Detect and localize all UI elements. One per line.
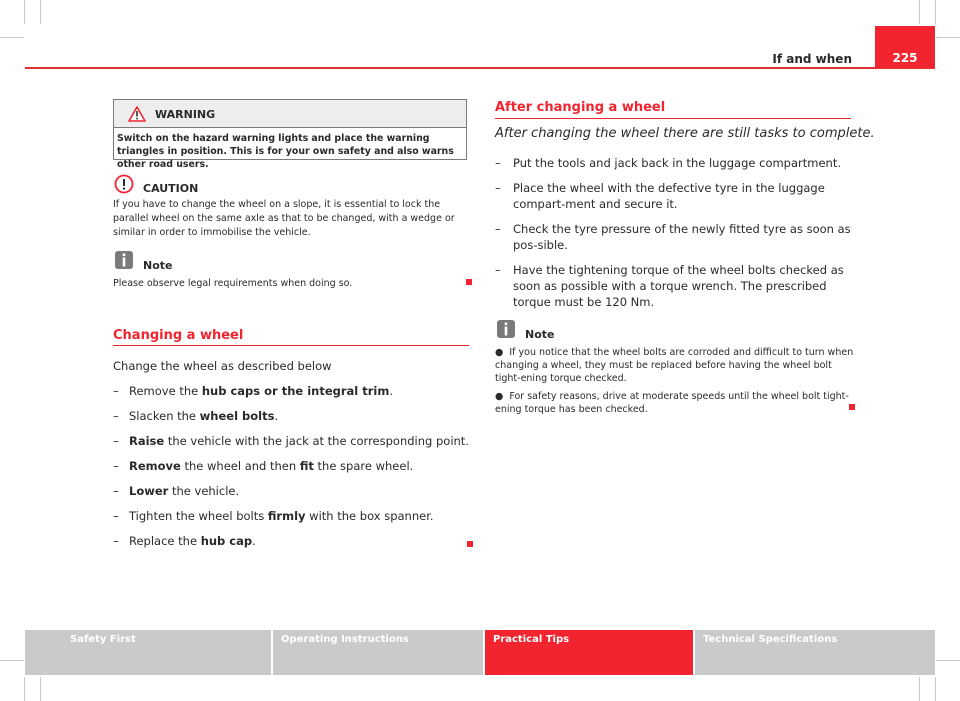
- list-item: [495, 390, 855, 416]
- note-bullet-text: For safety reasons, drive at moderate speeds until the wheel bolt tight-ening torque has been checked.: [495, 391, 849, 415]
- footer-tab-label: Operating Instructions: [281, 634, 409, 645]
- note-icon: [496, 319, 516, 339]
- section-rule: [495, 118, 851, 119]
- after-intro: After changing the wheel there are still tasks to complete.: [495, 126, 875, 141]
- step-text: Slacken the: [129, 409, 200, 423]
- dash-bullet: –: [113, 384, 119, 398]
- step-text: .: [252, 534, 256, 548]
- crop-mark: [919, 677, 920, 701]
- changing-intro: Change the wheel as described below: [113, 359, 332, 373]
- after-step-text: Put the tools and jack back in the luggage compartment.: [513, 156, 841, 170]
- page-number-tab: [875, 26, 935, 68]
- note-title: Note: [143, 259, 173, 272]
- step-emphasis: Lower: [129, 484, 169, 498]
- crop-mark: [936, 660, 960, 661]
- footer-tab-safety-first[interactable]: [25, 630, 271, 675]
- note-icon: [114, 250, 134, 270]
- step-emphasis: firmly: [267, 509, 306, 523]
- note-text: Please observe legal requirements when doing so.: [113, 278, 353, 289]
- crop-mark: [0, 660, 24, 661]
- section-end-mark: [466, 279, 472, 285]
- step-text: Tighten the wheel bolts: [129, 509, 268, 523]
- crop-mark: [24, 0, 25, 24]
- step-emphasis: fit: [299, 459, 314, 473]
- page-number: 225: [892, 51, 918, 65]
- crop-mark: [935, 0, 936, 24]
- step-text: the spare wheel.: [313, 459, 414, 473]
- caution-title: CAUTION: [143, 182, 199, 195]
- step-text: .: [389, 384, 393, 398]
- after-step-text: Place the wheel with the defective tyre in the luggage compart-ment and secure it.: [513, 181, 825, 211]
- list-item: [113, 509, 434, 524]
- after-step-text: Check the tyre pressure of the newly fitted tyre as soon as pos-sible.: [513, 222, 851, 252]
- footer-tab-label: Practical Tips: [493, 634, 570, 645]
- list-item: [113, 409, 278, 424]
- running-header-title: If and when: [772, 52, 852, 66]
- section-end-mark: [849, 404, 855, 410]
- dash-bullet: –: [495, 263, 501, 277]
- warning-box: [113, 99, 467, 170]
- list-item: [495, 262, 855, 310]
- list-item: [495, 155, 855, 171]
- list-item: [113, 434, 469, 449]
- list-item: [495, 221, 855, 253]
- step-text: the vehicle with the jack at the corresponding point.: [164, 434, 469, 448]
- step-text: Replace the: [129, 534, 201, 548]
- dash-bullet: –: [113, 409, 119, 423]
- dash-bullet: –: [113, 434, 119, 448]
- section-heading-changing-wheel: Changing a wheel: [113, 328, 244, 343]
- caution-text: If you have to change the wheel on a slope, it is essential to lock the parallel wheel on the same axle as that to be changed, with a wedge or similar in order to immobilise the vehicle.: [113, 199, 455, 238]
- dash-bullet: –: [495, 222, 501, 236]
- header-rule: [25, 67, 935, 69]
- step-emphasis: wheel bolts: [199, 409, 275, 423]
- crop-mark: [936, 37, 960, 38]
- footer-tab-label: Safety First: [70, 634, 136, 645]
- after-step-text: Have the tightening torque of the wheel bolts checked as soon as possible with a torque wrench. The prescribed torque must be 120 Nm.: [513, 263, 844, 309]
- crop-mark: [935, 677, 936, 701]
- list-item: [113, 459, 413, 474]
- list-item: [113, 484, 239, 499]
- warning-text: Switch on the hazard warning lights and place the warning triangles in position. This is for your own safety and also warns other road users.: [117, 133, 454, 170]
- crop-mark: [919, 0, 920, 24]
- footer-tab-practical-tips[interactable]: [485, 630, 693, 675]
- dash-bullet: –: [495, 181, 501, 195]
- note-bullet-text: If you notice that the wheel bolts are corroded and difficult to turn when changing a wheel, they must be replaced before having the wheel bolt tight-ening torque checked.: [495, 347, 854, 384]
- list-item: [113, 384, 393, 399]
- warning-triangle-icon: [128, 106, 146, 122]
- list-item: [113, 534, 256, 549]
- list-item: [495, 346, 855, 385]
- crop-mark: [40, 0, 41, 24]
- crop-mark: [24, 677, 25, 701]
- dash-bullet: –: [495, 156, 501, 170]
- bullet-dot: ●: [495, 391, 510, 402]
- dash-bullet: –: [113, 484, 119, 498]
- footer-tab-technical-specifications[interactable]: [695, 630, 935, 675]
- crop-mark: [40, 677, 41, 701]
- step-text: with the box spanner.: [305, 509, 434, 523]
- changing-steps-list: [113, 384, 473, 554]
- section-rule: [113, 345, 469, 346]
- step-emphasis: hub caps or the integral trim: [201, 384, 390, 398]
- dash-bullet: –: [113, 534, 119, 548]
- step-text: the wheel and then: [180, 459, 300, 473]
- dash-bullet: –: [113, 509, 119, 523]
- dash-bullet: –: [113, 459, 119, 473]
- step-text: Remove the: [129, 384, 202, 398]
- step-emphasis: hub cap: [200, 534, 253, 548]
- section-heading-after-changing: After changing a wheel: [495, 100, 666, 115]
- section-end-mark: [467, 541, 473, 547]
- caution-icon: [114, 174, 134, 194]
- footer-tab-operating-instructions[interactable]: [273, 630, 483, 675]
- step-text: the vehicle.: [168, 484, 240, 498]
- warning-header: [114, 100, 466, 128]
- step-emphasis: Remove: [129, 459, 181, 473]
- footer-tab-label: Technical Specifications: [703, 634, 838, 645]
- crop-mark: [0, 37, 24, 38]
- note-title: Note: [525, 328, 555, 341]
- bullet-dot: ●: [495, 347, 510, 358]
- step-emphasis: Raise: [129, 434, 165, 448]
- list-item: [495, 180, 855, 212]
- step-text: .: [274, 409, 279, 423]
- warning-title: WARNING: [155, 108, 216, 121]
